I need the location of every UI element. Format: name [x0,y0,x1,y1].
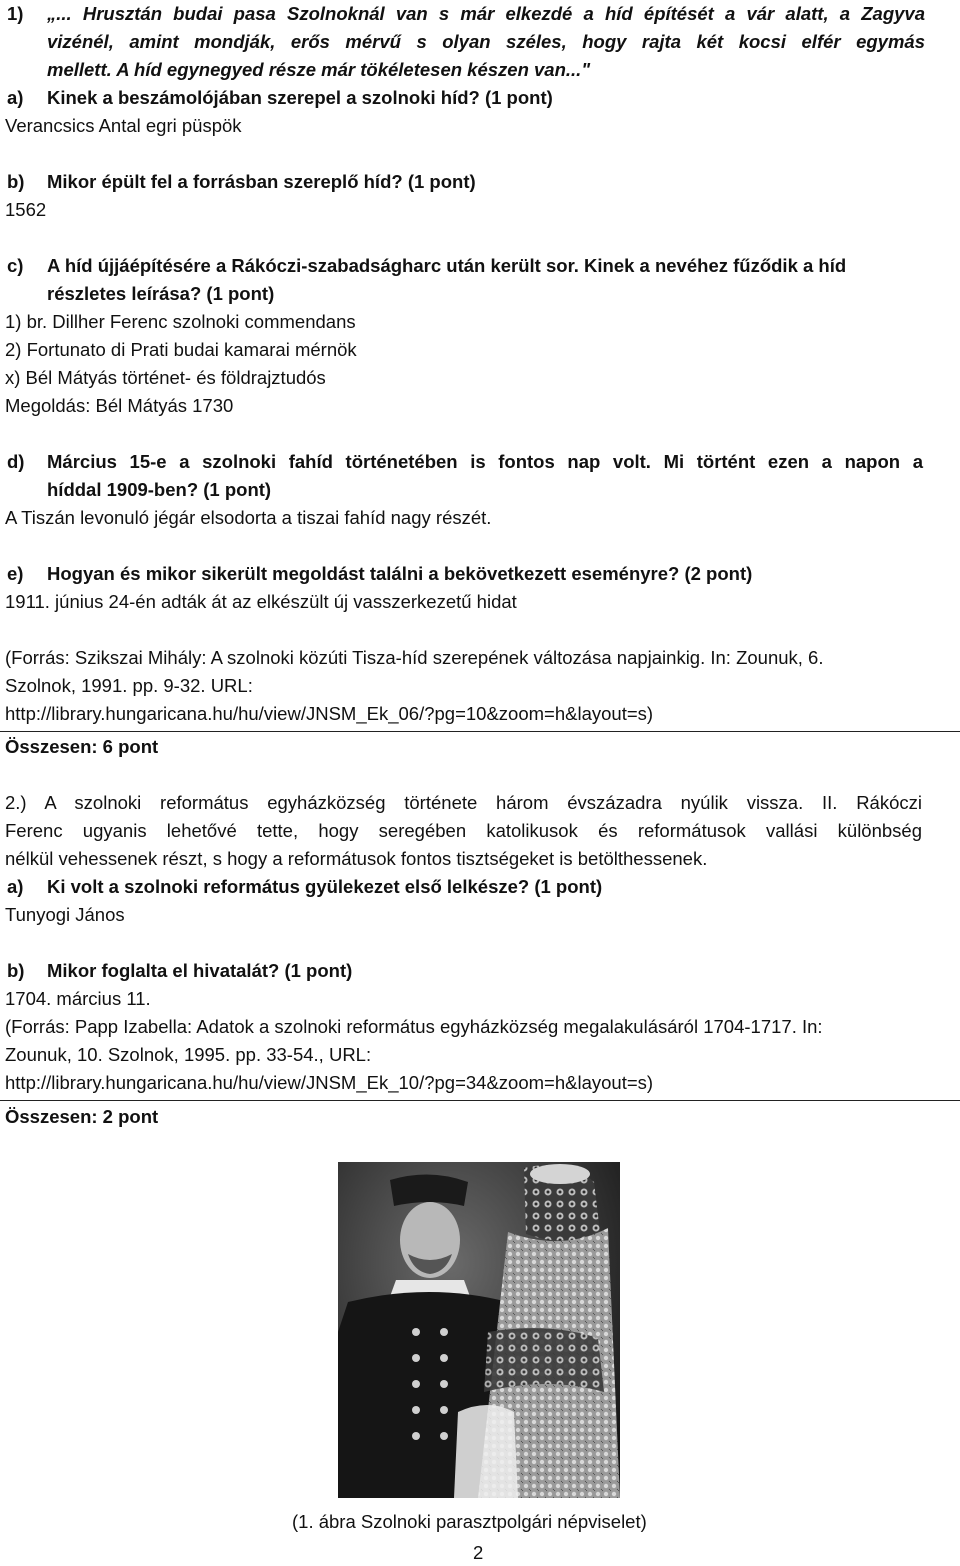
q1b-answer: 1562 [5,199,47,220]
q1d-question-line-2: híddal 1909-ben? (1 pont) [47,479,272,500]
q2-source-line-1: (Forrás: Papp Izabella: Adatok a szolnoki református egyházközség megalakulásáról 1704-1717. In: [5,1016,823,1037]
folk-costume-photo [338,1162,620,1498]
q1d-label: d) [7,451,25,472]
q1c-solution: Megoldás: Bél Mátyás 1730 [5,395,234,416]
q2a-points: (1 pont) [529,876,603,897]
q2-intro-line-2: Ferenc ugyanis lehetővé tette, hogy seregében katolikusok és reformátusok vallási különbség [5,820,922,841]
q2a-question: Ki volt a szolnoki református gyülekezet első lelkésze? (1 pont) [47,876,603,897]
q1-source-url[interactable]: http://library.hungaricana.hu/hu/view/JNSM_Ek_06/?pg=10&zoom=h&layout=s) [5,703,654,724]
q1e-label: e) [7,563,24,584]
q2-intro-line-3: nélkül vehessenek részt, s hogy a reformátusok fontos tisztségeket is betölthessenek. [5,848,708,869]
figure-caption: (1. ábra Szolnoki parasztpolgári népviselet) [292,1511,647,1532]
q2b-points: (1 pont) [279,960,353,981]
q1-source-line-2: Szolnok, 1991. pp. 9-32. URL: [5,675,253,696]
q1c-option-x: x) Bél Mátyás történet- és földrajztudós [5,367,326,388]
q2-total: Összesen: 2 pont [5,1106,159,1127]
q1-divider [0,731,960,732]
q1b-points: (1 pont) [402,171,476,192]
q1-total: Összesen: 6 pont [5,736,159,757]
q2-source-line-2: Zounuk, 10. Szolnok, 1995. pp. 33-54., URL: [5,1044,372,1065]
q1d-points: (1 pont) [198,479,272,500]
q1a-points: (1 pont) [479,87,553,108]
q1c-option-2: 2) Fortunato di Prati budai kamarai mérnök [5,339,357,360]
q2a-label: a) [7,876,24,897]
q1e-answer: 1911. június 24-én adták át az elkészült új vasszerkezetű hidat [5,591,517,612]
q1d-question-line-1: Március 15-e a szolnoki fahíd történetében is fontos nap volt. Mi történt ezen a napon a [47,451,923,472]
q1-quote-line-2: vizénél, amint mondják, erős mérvű s olyan széles, hogy rajta két kocsi elfér egymás [47,31,925,52]
folk-costume-illustration [338,1162,620,1498]
q1e-points: (2 pont) [679,563,753,584]
q1c-points: (1 pont) [201,283,275,304]
q1-quote-line-3: mellett. A híd egynegyed része már tökéletesen készen van..." [47,59,591,80]
q1a-question: Kinek a beszámolójában szerepel a szolnoki híd? (1 pont) [47,87,553,108]
q1d-answer: A Tiszán levonuló jégár elsodorta a tiszai fahíd nagy részét. [5,507,492,528]
q1b-label: b) [7,171,25,192]
q1-quote-line-1: „... Hrusztán budai pasa Szolnoknál van s már elkezdé a híd építését a vár alatt, a Zagyva [47,3,925,24]
q1b-question: Mikor épült fel a forrásban szereplő híd? (1 pont) [47,171,476,192]
q2b-answer: 1704. március 11. [5,988,151,1009]
q1c-option-1: 1) br. Dillher Ferenc szolnoki commendans [5,311,356,332]
q2b-label: b) [7,960,25,981]
q2-intro-line-1: 2.) A szolnoki református egyházközség története három évszázadra nyúlik vissza. II. Rákóczi [5,792,922,813]
q1c-label: c) [7,255,24,276]
q2a-answer: Tunyogi János [5,904,125,925]
q1-source-line-1: (Forrás: Szikszai Mihály: A szolnoki közúti Tisza-híd szerepének változása napjainkig. In: Zounuk, 6. [5,647,824,668]
q1a-answer: Verancsics Antal egri püspök [5,115,242,136]
page-number: 2 [473,1542,484,1563]
q1a-label: a) [7,87,24,108]
q2-divider [0,1100,960,1101]
q1-number: 1) [7,3,24,24]
q1c-question-line-1: A híd újjáépítésére a Rákóczi-szabadságharc után került sor. Kinek a nevéhez fűződik a híd [47,255,847,276]
q1e-question: Hogyan és mikor sikerült megoldást találni a bekövetkezett eseményre? (2 pont) [47,563,753,584]
q2b-question: Mikor foglalta el hivatalát? (1 pont) [47,960,353,981]
q2-source-url[interactable]: http://library.hungaricana.hu/hu/view/JNSM_Ek_10/?pg=34&zoom=h&layout=s) [5,1072,654,1093]
q1c-question-line-2: részletes leírása? (1 pont) [47,283,275,304]
